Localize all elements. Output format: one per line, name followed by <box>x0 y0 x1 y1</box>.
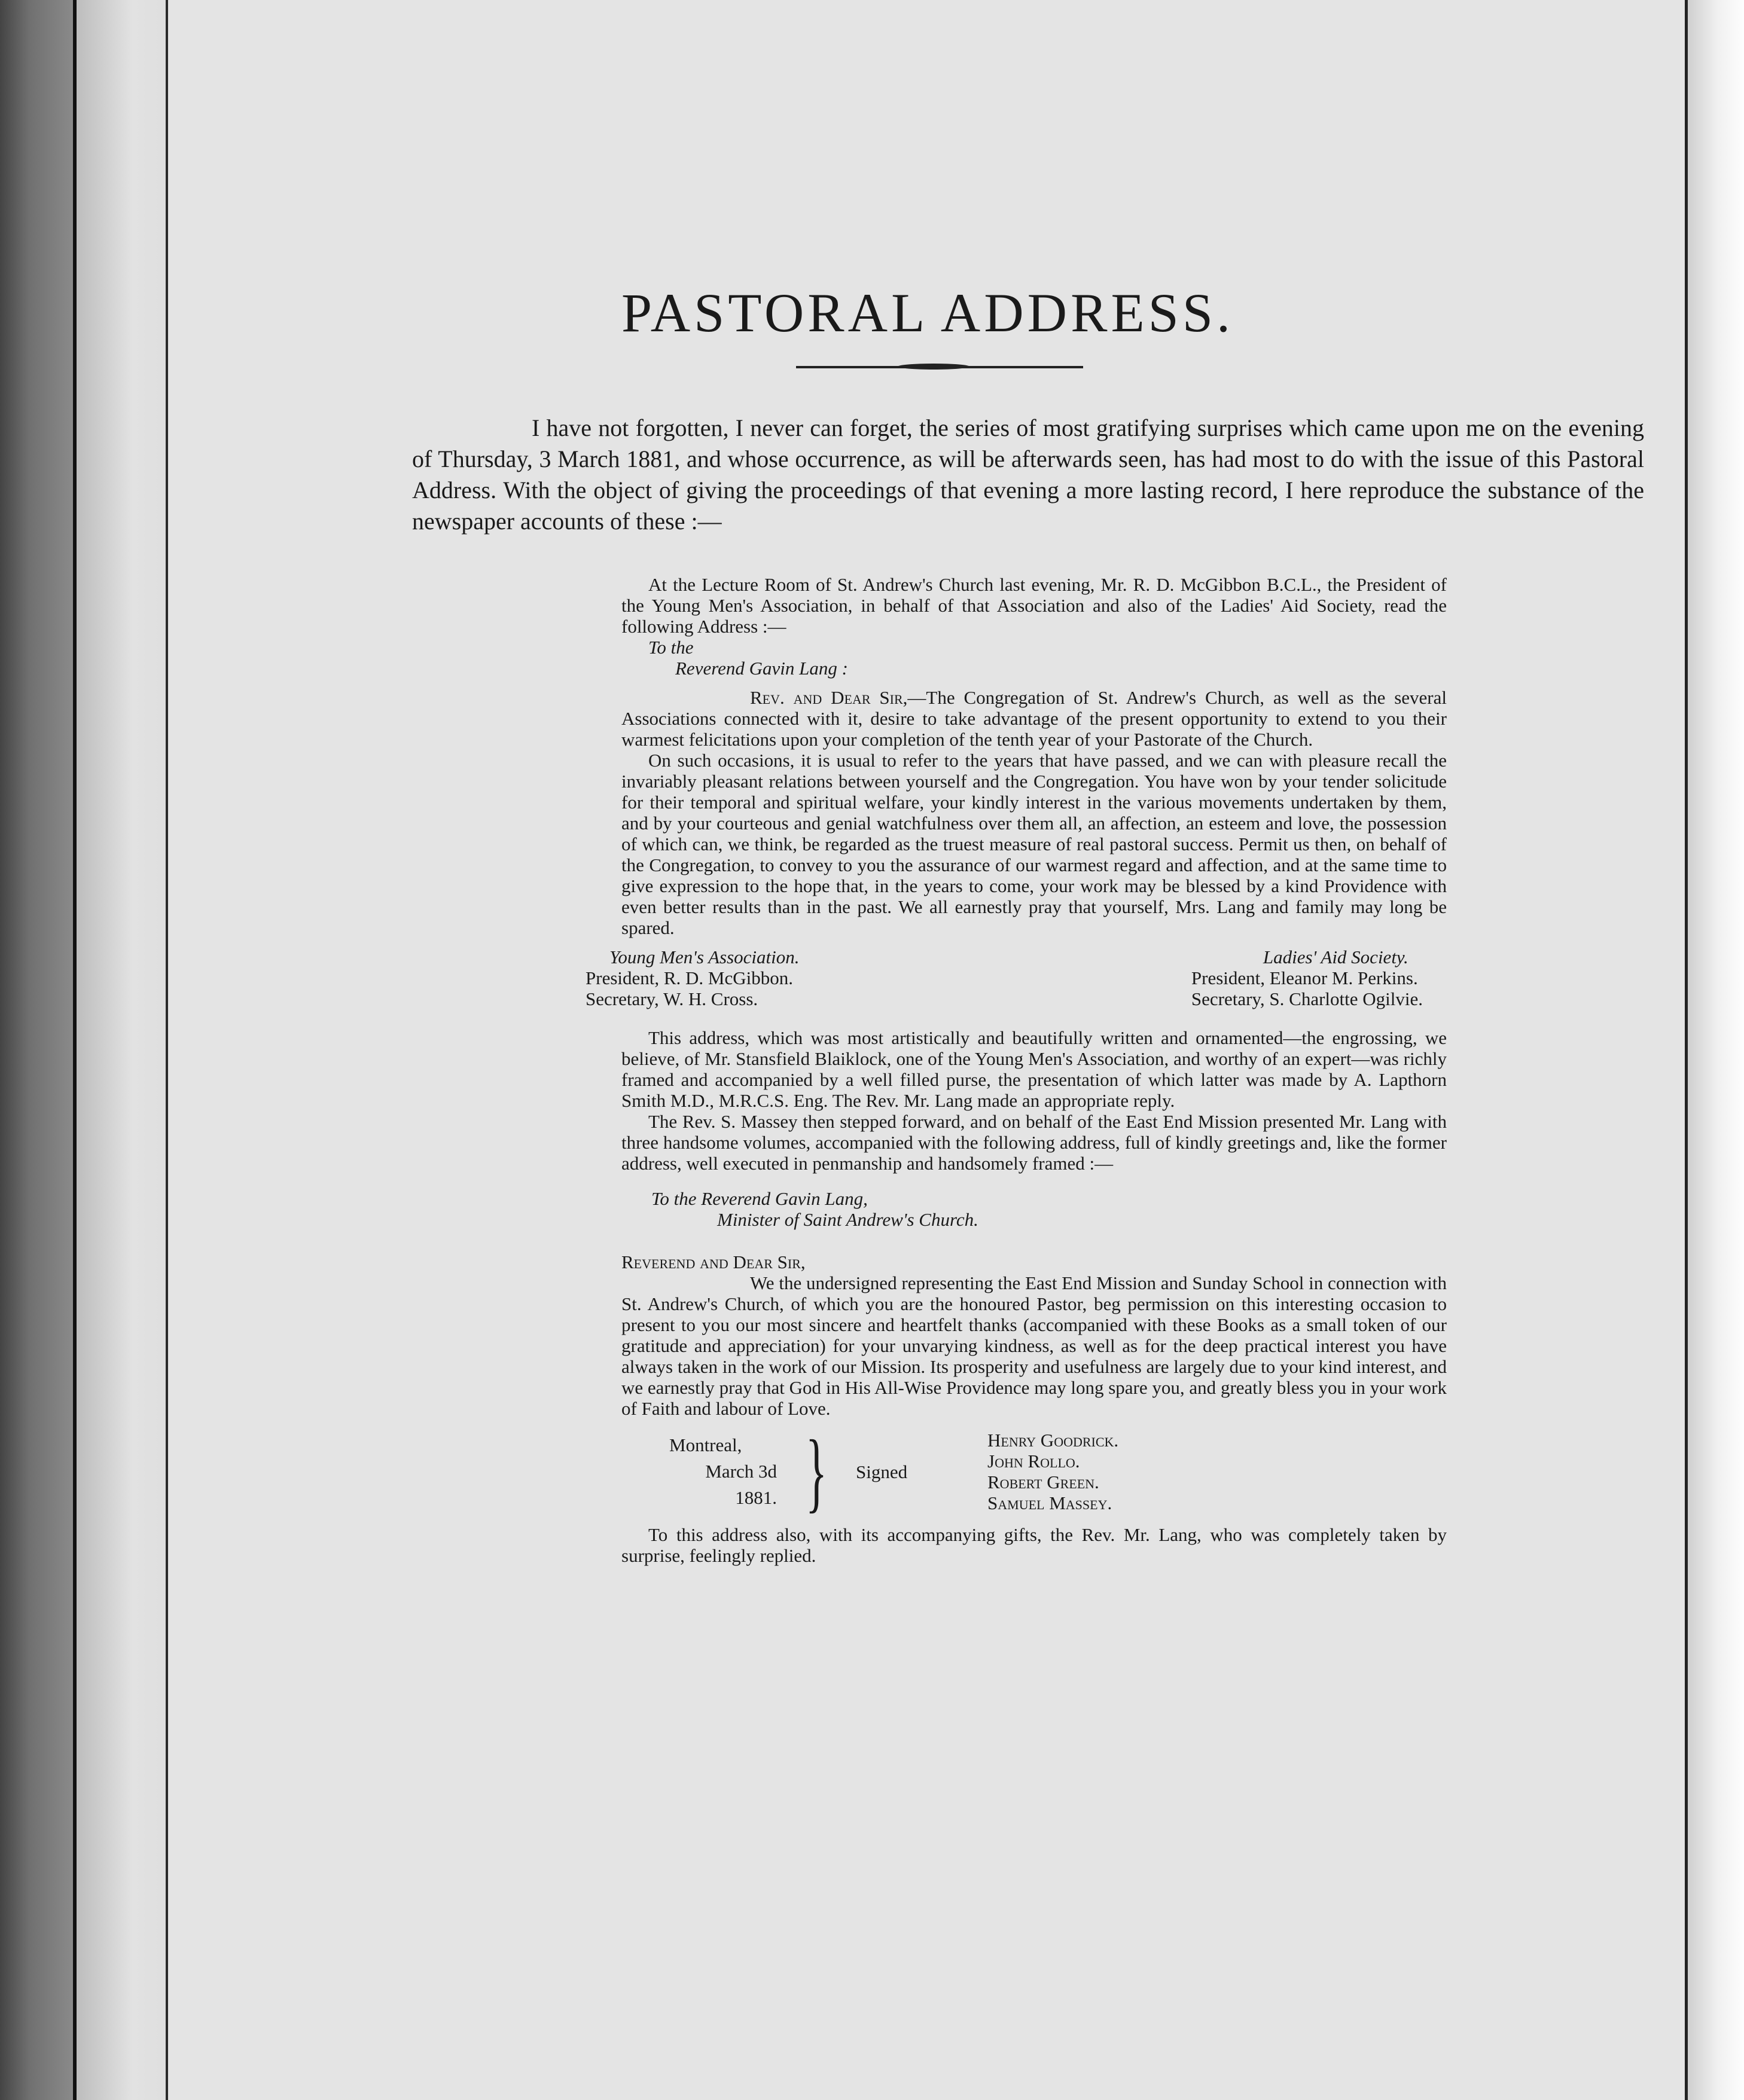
signer: John Rollo. <box>987 1451 1080 1472</box>
newspaper-quote <box>586 574 1447 1566</box>
quote-opening: At the Lecture Room of St. Andrew's Church last evening, Mr. R. D. McGibbon B.C.L., the President of the Young Men's Association, in behalf of that Association and also of the Ladies' Aid Society, read the following Address :— <box>621 574 1447 637</box>
ladies-president: President, Eleanor M. Perkins. <box>1191 967 1418 988</box>
scan-binding-edge <box>73 0 169 2100</box>
ladies-heading: Ladies' Aid Society. <box>1263 947 1408 967</box>
address-to-name: Reverend Gavin Lang : <box>675 658 848 679</box>
signature-block <box>586 947 1423 1009</box>
intro-paragraph: I have not forgotten, I never can forget, the series of most gratifying surprises which came upon me on the evening of Thursday, 3 March 1881, and whose occurrence, as will be afterwards seen, has had most to do with the issue of this Pastoral Address. With the object of giving the proceedings of that evening a more lasting record, I here reproduce the substance of the newspaper accounts of these :— <box>412 414 1644 535</box>
signer: Henry Goodrick. <box>987 1430 1119 1451</box>
mission-address-title: Minister of Saint Andrew's Church. <box>717 1209 978 1230</box>
signed-label: Signed <box>856 1461 908 1482</box>
ladies-secretary: Secretary, S. Charlotte Ogilvie. <box>1191 988 1423 1009</box>
ymca-president: President, R. D. McGibbon. <box>586 967 794 988</box>
document-page <box>166 0 1687 2100</box>
salutation-2: Reverend and Dear Sir, <box>621 1252 806 1272</box>
salutation: Rev. and Dear Sir, <box>750 687 908 708</box>
brace-glyph: } <box>806 1422 827 1521</box>
ladies-signatures <box>1191 947 1423 1009</box>
address-to-line: To the <box>648 637 694 658</box>
title-rule-ornament <box>898 364 969 370</box>
mission-address-to: To the Reverend Gavin Lang, <box>651 1188 868 1209</box>
address-paragraph-1: Rev. and Dear Sir,—The Congregation of St. Andrew's Church, as well as the several Associations connected with it, desire to take advantage of the present opportunity to extend to you their warmest felicitations upon your completion of the tenth year of your Pastorate of the Church. <box>621 687 1447 750</box>
quote-paragraph-4: The Rev. S. Massey then stepped forward, and on behalf of the East End Mission presented Mr. Lang with three handsome volumes, accompanied with the following address, full of kindly greetings and, like the former address, well executed in penmanship and handsomely framed :— <box>621 1111 1447 1174</box>
ymca-secretary: Secretary, W. H. Cross. <box>586 988 758 1009</box>
scan-left-margin <box>0 0 73 2100</box>
signer: Robert Green. <box>987 1472 1099 1492</box>
signer: Samuel Massey. <box>987 1492 1112 1513</box>
closing-paragraph: To this address also, with its accompanying gifts, the Rev. Mr. Lang, who was completely taken by surprise, feelingly replied. <box>621 1524 1447 1566</box>
mission-signatures <box>621 1422 1447 1521</box>
place-date: Montreal, March 3d 1881. <box>669 1434 777 1508</box>
address-paragraph-2: On such occasions, it is usual to refer to the years that have passed, and we can with pleasure recall the invariably pleasant relations between yourself and the Congregation. You have won by your tender solicitude for their temporal and spiritual welfare, your kindly interest in the various movements undertaken by them, and by your courteous and genial watchfulness over them all, an affection, an esteem and love, the possession of which can, we think, be regarded as the truest measure of real pastoral success. Permit us then, on behalf of the Congregation, to convey to you the assurance of our warmest regard and affection, and at the same time to give expression to the hope that, in the years to come, your work may be blessed by a kind Providence with even better results than in the past. We all earnestly pray that yourself, Mrs. Lang and family may long be spared. <box>621 750 1447 938</box>
ymca-heading: Young Men's Association. <box>609 947 800 967</box>
scan-right-margin <box>1685 0 1744 2100</box>
quote-paragraph-3: This address, which was most artistically and beautifully written and ornamented—the engrossing, we believe, of Mr. Stansfield Blaiklock, one of the Young Men's Association, and worthy of an expert—was richly framed and accompanied by a well filled purse, the presentation of which latter was made by A. Lapthorn Smith M.D., M.R.C.S. Eng. The Rev. Mr. Lang made an appropriate reply. <box>621 1027 1447 1111</box>
page-title: PASTORAL ADDRESS. <box>621 282 1234 343</box>
signer-names <box>987 1430 1118 1513</box>
mission-paragraph: We the undersigned representing the East End Mission and Sunday School in connection with St. Andrew's Church, of which you are the honoured Pastor, beg permission on this interesting occasion to present to you our most sincere and heartfelt thanks (accompanied with these Books as a small token of our gratitude and appreciation) for your unvarying kindness, as well as for the deep practical interest you have always taken in the work of our Mission. Its prosperity and usefulness are largely due to your kind interest, and we earnestly pray that God in His All-Wise Providence may long spare you, and greatly bless you in your work of Faith and labour of Love. <box>621 1272 1447 1419</box>
ymca-signatures <box>586 947 800 1009</box>
